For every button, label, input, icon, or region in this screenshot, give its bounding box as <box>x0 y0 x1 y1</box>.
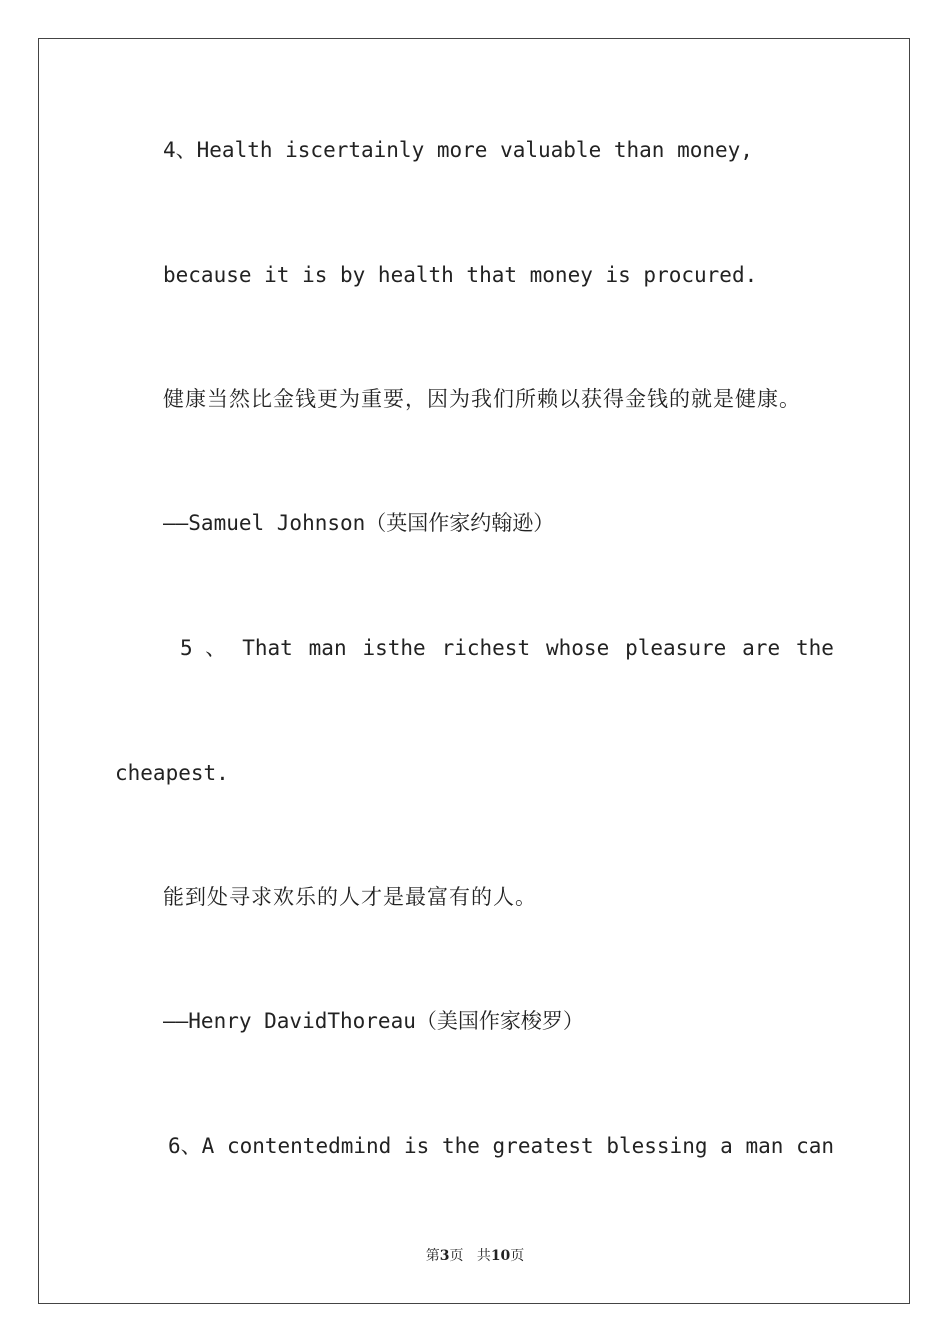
word: 6、A <box>168 1134 215 1158</box>
word: blessing <box>606 1134 708 1158</box>
word: 5 、 <box>180 636 227 660</box>
footer-prefix: 第 <box>425 1248 440 1264</box>
word: man <box>308 636 347 660</box>
word: contentedmind <box>226 1134 392 1158</box>
word: isthe <box>362 636 426 660</box>
total-page-number: 10 <box>490 1248 511 1264</box>
word: pleasure <box>625 636 727 660</box>
word: is <box>403 1134 430 1158</box>
quote-5-line-2: cheapest. <box>115 761 229 785</box>
quote-4-author: ——Samuel Johnson（英国作家约翰逊） <box>163 511 555 535</box>
footer-total-suffix: 页 <box>510 1248 525 1264</box>
quote-4-chinese: 健康当然比金钱更为重要，因为我们所赖以获得金钱的就是健康。 <box>163 387 801 411</box>
footer-page-suffix: 页 <box>449 1248 464 1264</box>
word: richest <box>441 636 531 660</box>
current-page-number: 3 <box>439 1248 450 1264</box>
quote-5-author: ——Henry DavidThoreau（美国作家梭罗） <box>163 1009 584 1033</box>
footer-total-prefix: 共 <box>476 1248 491 1264</box>
quote-5-chinese: 能到处寻求欢乐的人才是最富有的人。 <box>163 885 537 909</box>
word: whose <box>546 636 610 660</box>
word: can <box>796 1134 834 1158</box>
word: a <box>720 1134 733 1158</box>
quote-4-line-2: because it is by health that money is procured. <box>163 263 758 287</box>
word: the <box>441 1134 480 1158</box>
word: man <box>745 1134 784 1158</box>
word: are <box>742 636 781 660</box>
quote-4-line-1: 4、Health iscertainly more valuable than money, <box>163 138 753 162</box>
word: the <box>795 636 834 660</box>
page-footer <box>0 1246 950 1266</box>
quote-6-line-1 <box>168 1133 834 1159</box>
quote-5-line-1 <box>180 635 834 661</box>
word: greatest <box>492 1134 594 1158</box>
page-border <box>38 38 910 1304</box>
word: That <box>242 636 293 660</box>
